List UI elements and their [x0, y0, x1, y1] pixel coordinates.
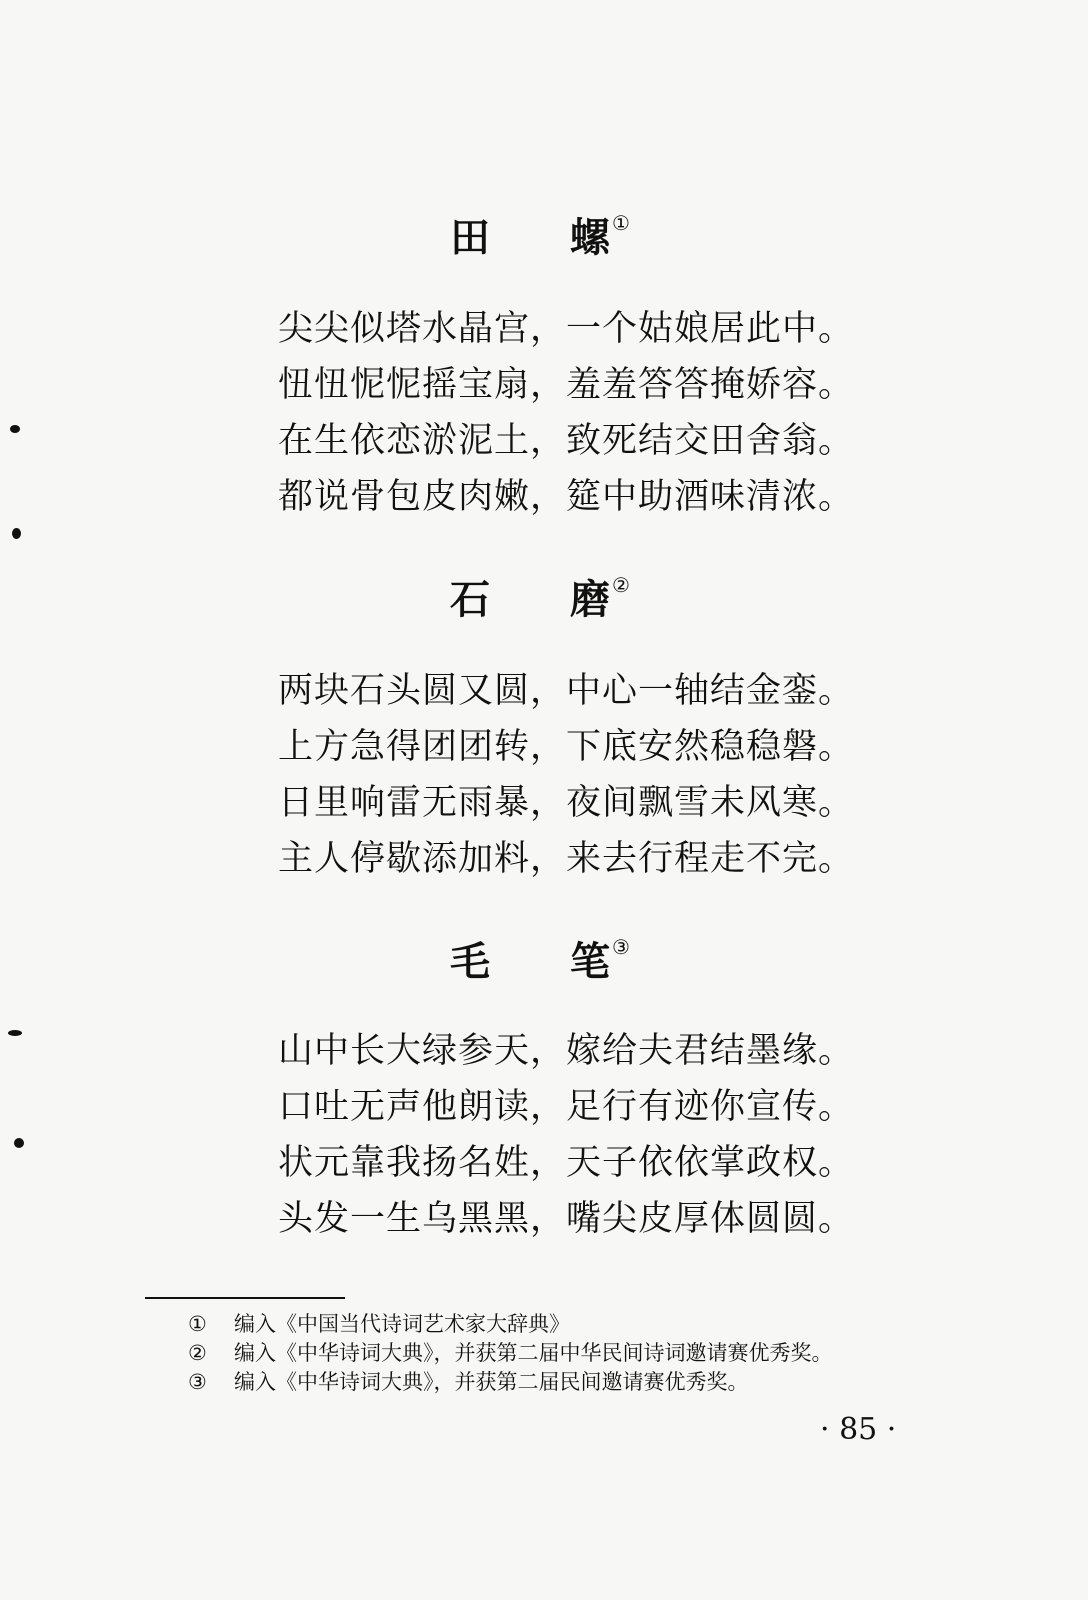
poem-body-2 [278, 663, 858, 887]
footnote-mark: ① [188, 1312, 207, 1336]
scan-speck [14, 1138, 24, 1148]
poem-line: 头发一生乌黑黑，嘴尖皮厚体圆圆。 [278, 1199, 855, 1239]
footnote-text: 编入《中国当代诗词艺术家大辞典》 [234, 1312, 570, 1336]
scan-speck [10, 425, 20, 433]
poem-line: 都说骨包皮肉嫩，筵中助酒味清浓。 [278, 477, 855, 517]
footnote-ref-3: ③ [612, 935, 630, 959]
footnote-text: 编入《中华诗词大典》，并获第二届中华民间诗词邀请赛优秀奖。 [234, 1341, 833, 1365]
poem-line: 日里响雷无雨暴，夜间飘雪未风寒。 [278, 783, 855, 823]
poem-line: 两块石头圆又圆，中心一轴结金銮。 [278, 671, 855, 711]
footnote-ref-2: ② [612, 573, 630, 597]
poem-title-3 [440, 932, 660, 992]
footnote-1 [188, 1310, 948, 1339]
poem-title-1 [440, 208, 660, 268]
footnotes [188, 1310, 948, 1397]
poem-title-2-char-1: 石 [450, 577, 490, 623]
poem-line: 忸忸怩怩摇宝扇，羞羞答答掩娇容。 [278, 365, 855, 405]
poem-title-3-char-2: 笔 [570, 939, 610, 985]
poem-line: 山中长大绿参天，嫁给夫君结墨缘。 [278, 1031, 855, 1071]
poem-line: 主人停歇添加料，来去行程走不完。 [278, 839, 855, 879]
footnote-mark: ③ [188, 1370, 207, 1394]
poem-title-2 [440, 570, 660, 630]
poem-title-3-char-1: 毛 [450, 939, 490, 985]
footnote-2 [188, 1339, 948, 1368]
poem-body-3 [278, 1023, 858, 1247]
poem-body-1 [278, 301, 858, 525]
poem-line: 上方急得团团转，下底安然稳稳磐。 [278, 727, 855, 767]
poem-title-1-char-1: 田 [450, 215, 490, 261]
page-number: · 85 · [820, 1412, 897, 1447]
poem-title-2-char-2: 磨 [570, 577, 610, 623]
footnote-3 [188, 1368, 948, 1397]
footnote-divider [145, 1297, 345, 1299]
poem-line: 口吐无声他朗读，足行有迹你宣传。 [278, 1087, 855, 1127]
footnote-text: 编入《中华诗词大典》，并获第二届民间邀请赛优秀奖。 [234, 1370, 749, 1394]
poem-title-1-char-2: 螺 [570, 215, 610, 261]
scan-speck [8, 1030, 22, 1036]
footnote-mark: ② [188, 1341, 207, 1365]
poem-line: 状元靠我扬名姓，天子依依掌政权。 [278, 1143, 855, 1183]
footnote-ref-1: ① [612, 211, 630, 235]
scan-speck [12, 528, 21, 539]
poem-line: 在生依恋淤泥土，致死结交田舍翁。 [278, 421, 855, 461]
poem-line: 尖尖似塔水晶宫，一个姑娘居此中。 [278, 309, 855, 349]
